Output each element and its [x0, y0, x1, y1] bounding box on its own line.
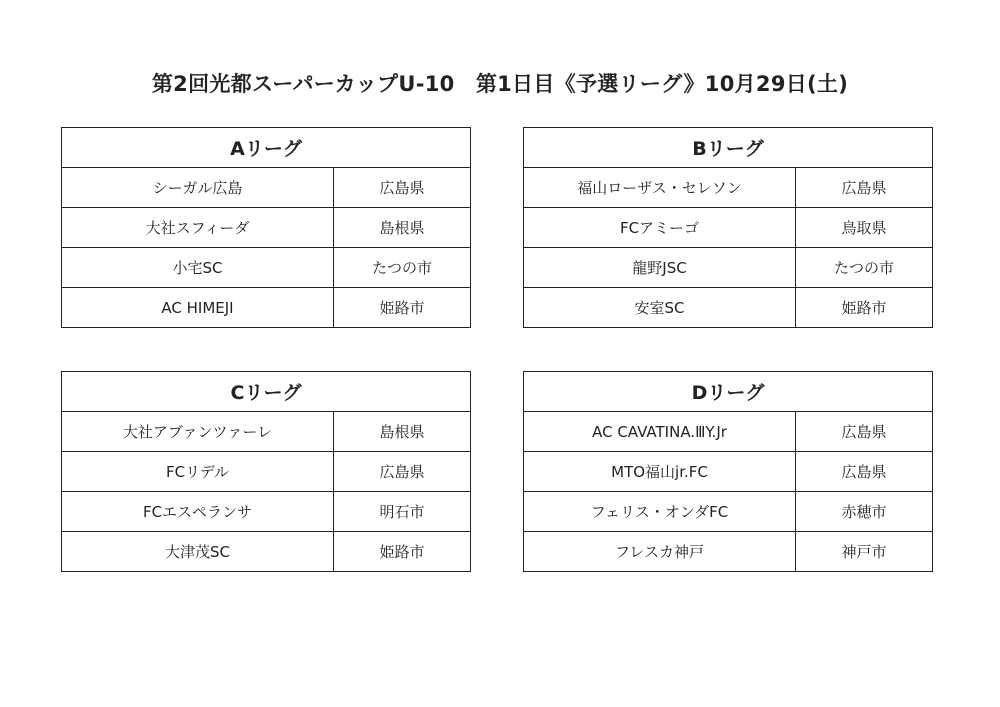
team-name: 小宅SC	[62, 248, 334, 288]
team-name: AC CAVATINA.ⅢY.Jr	[524, 412, 796, 452]
team-name: AC HIMEJI	[62, 288, 334, 328]
table-row	[524, 208, 933, 248]
page-title: 第2回光都スーパーカップU-10 第1日目《予選リーグ》10月29日(土)	[151, 72, 849, 96]
team-name: FCリデル	[62, 452, 334, 492]
team-prefecture: 広島県	[334, 452, 471, 492]
table-row	[62, 288, 471, 328]
league-d-heading: Dリーグ	[524, 372, 933, 412]
team-prefecture: 島根県	[334, 208, 471, 248]
league-c-heading: Cリーグ	[62, 372, 471, 412]
table-row	[62, 208, 471, 248]
team-name: 大社スフィーダ	[62, 208, 334, 248]
team-prefecture: 広島県	[796, 168, 933, 208]
team-prefecture: 明石市	[334, 492, 471, 532]
team-name: FCエスペランサ	[62, 492, 334, 532]
table-row	[62, 412, 471, 452]
table-row	[524, 532, 933, 572]
team-prefecture: 姫路市	[334, 288, 471, 328]
league-a-heading: Aリーグ	[62, 128, 471, 168]
table-row	[524, 412, 933, 452]
team-name: MTO福山jr.FC	[524, 452, 796, 492]
table-row	[62, 168, 471, 208]
team-prefecture: 広島県	[796, 452, 933, 492]
table-row	[62, 532, 471, 572]
team-prefecture: 神戸市	[796, 532, 933, 572]
team-name: 安室SC	[524, 288, 796, 328]
team-prefecture: 鳥取県	[796, 208, 933, 248]
table-row	[62, 452, 471, 492]
team-name: フレスカ神戸	[524, 532, 796, 572]
table-row	[524, 248, 933, 288]
league-d-table	[523, 371, 933, 572]
team-prefecture: 姫路市	[796, 288, 933, 328]
team-prefecture: 島根県	[334, 412, 471, 452]
team-name: シーガル広島	[62, 168, 334, 208]
table-row	[62, 492, 471, 532]
team-prefecture: たつの市	[334, 248, 471, 288]
team-name: 大社アブァンツァーレ	[62, 412, 334, 452]
team-name: 大津茂SC	[62, 532, 334, 572]
team-prefecture: 広島県	[334, 168, 471, 208]
league-c-table	[61, 371, 471, 572]
league-a-table	[61, 127, 471, 328]
team-prefecture: 姫路市	[334, 532, 471, 572]
team-name: FCアミーゴ	[524, 208, 796, 248]
team-prefecture: たつの市	[796, 248, 933, 288]
team-prefecture: 赤穂市	[796, 492, 933, 532]
table-row	[62, 248, 471, 288]
league-b-heading: Bリーグ	[524, 128, 933, 168]
team-prefecture: 広島県	[796, 412, 933, 452]
team-name: 福山ローザス・セレソン	[524, 168, 796, 208]
table-row	[524, 288, 933, 328]
team-name: フェリス・オンダFC	[524, 492, 796, 532]
team-name: 龍野JSC	[524, 248, 796, 288]
table-row	[524, 168, 933, 208]
table-row	[524, 492, 933, 532]
league-b-table	[523, 127, 933, 328]
table-row	[524, 452, 933, 492]
